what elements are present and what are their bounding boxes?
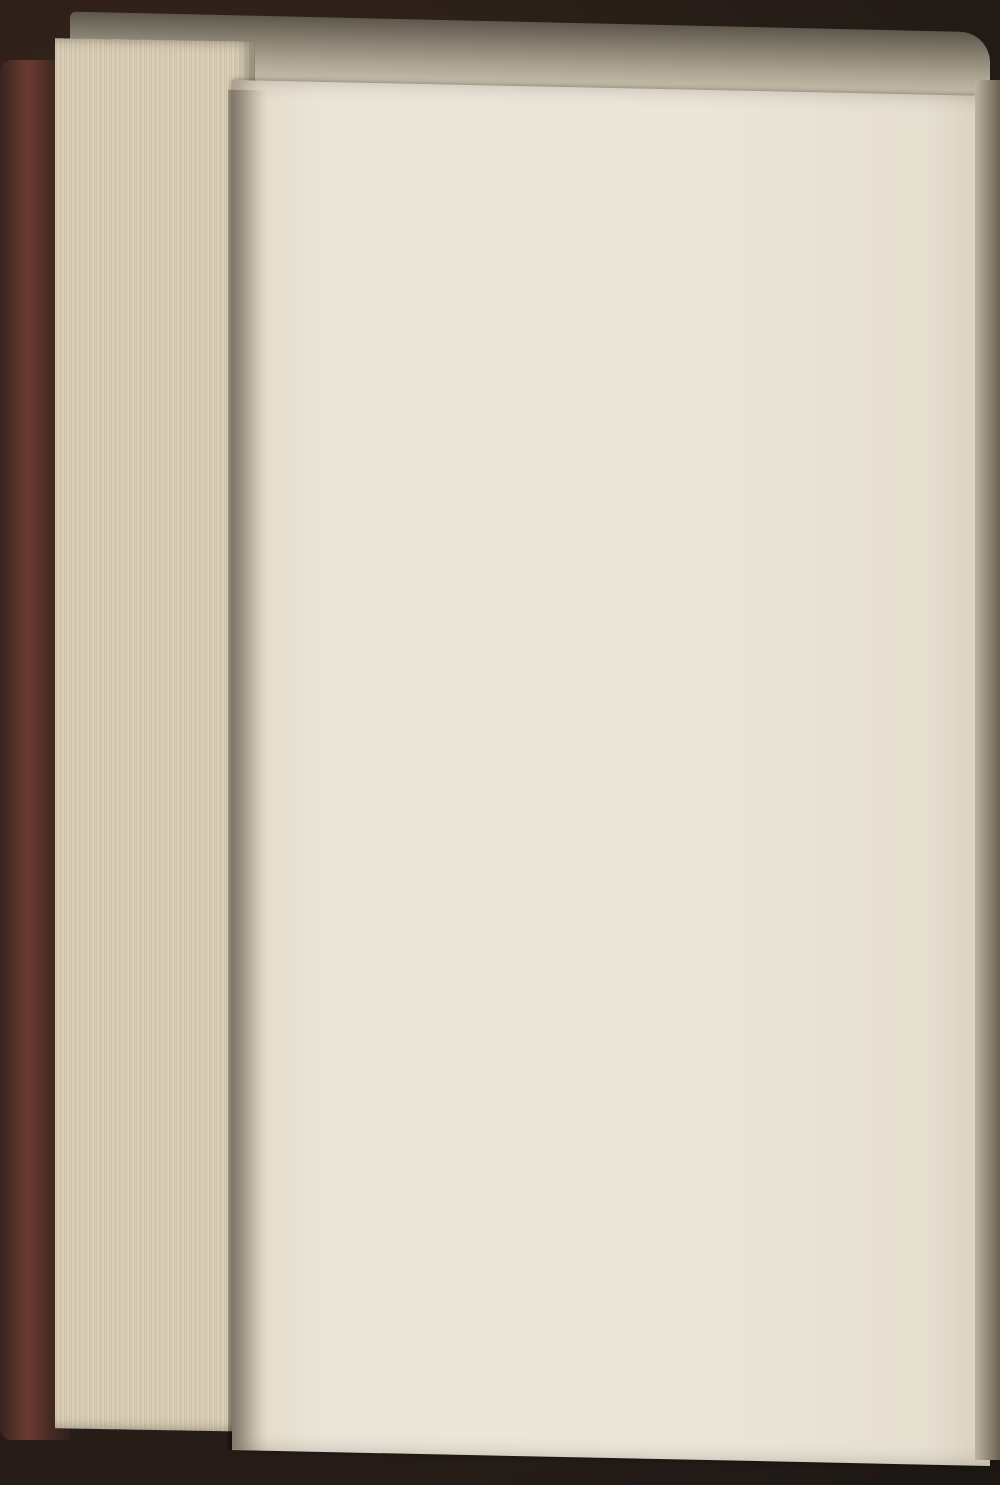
- drop-cap: [442, 171, 443, 237]
- text-line: [400, 164, 935, 174]
- page-stack-edge: [55, 38, 255, 1431]
- verse-1-opening: [398, 164, 934, 246]
- book-page: [232, 80, 990, 1466]
- page-text: [398, 150, 935, 252]
- text-line: [400, 164, 935, 174]
- page-right-edge: [975, 80, 1000, 1460]
- gutter-shadow: [228, 90, 268, 1451]
